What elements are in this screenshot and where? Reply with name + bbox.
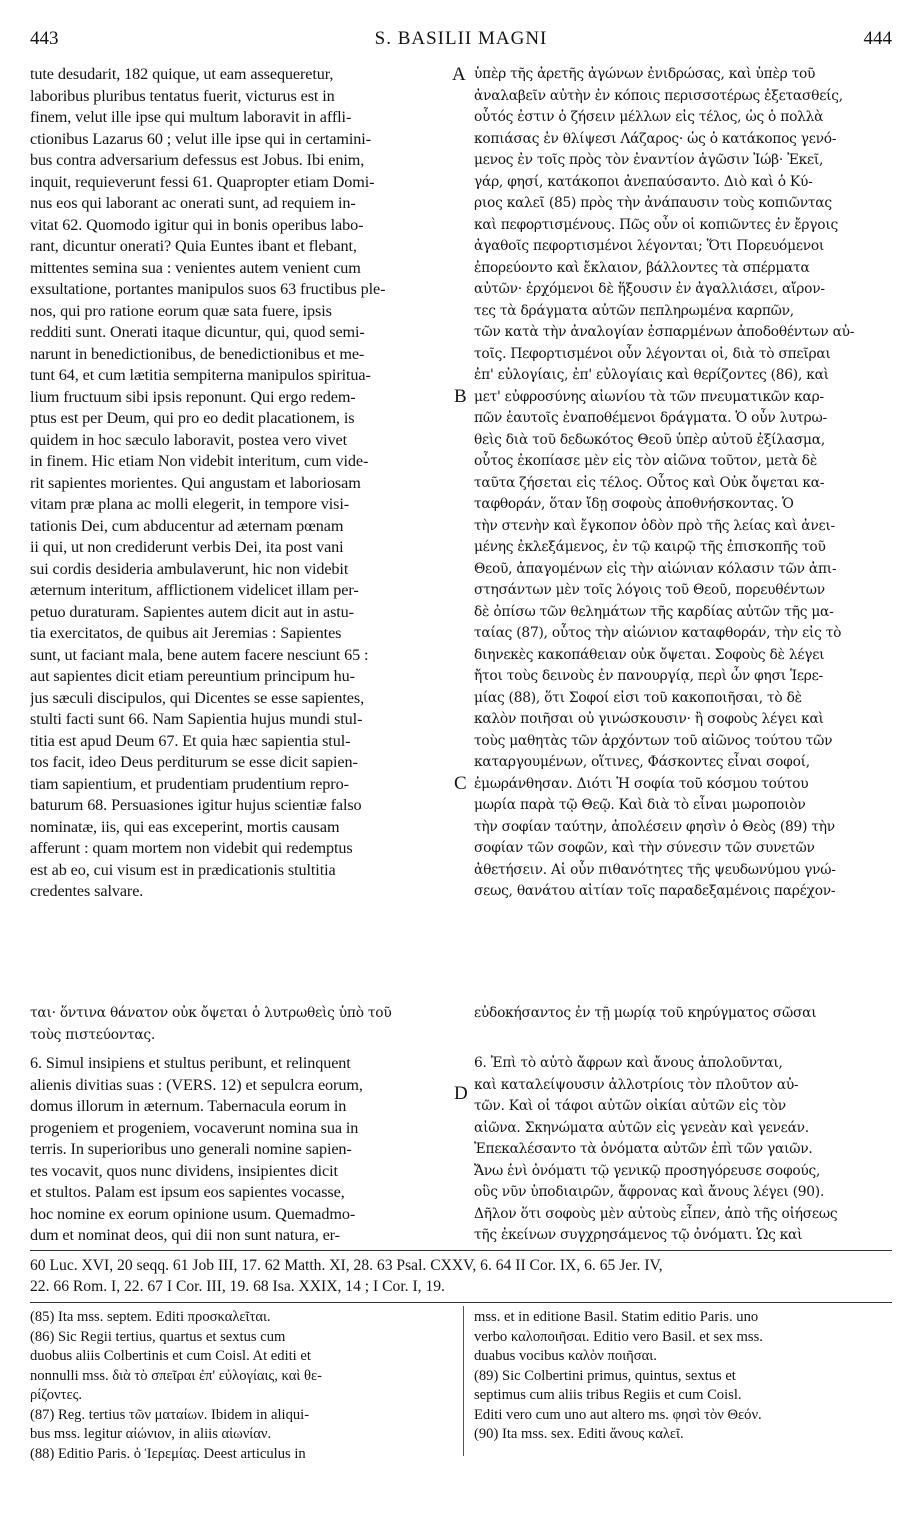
text-line: bus contra adversarium defessus est Jobus. Ibi enim, <box>30 151 365 169</box>
text-line: in finem. Hic etiam Non videbit interitum, cum vide- <box>30 452 369 470</box>
text-line: οὗτός ἐστιν ὁ ζήσειν μέλλων εἰς τέλος, ὡς ὁ πολλὰ <box>474 109 824 125</box>
text-line: ται· ὅντινα θάνατον οὐκ ὄψεται ὁ λυτρωθεὶς ὑπὸ τοῦ <box>30 1005 392 1021</box>
text-line: τὴν στενὴν καὶ ἔγκοπον ὁδὸν πρὸ τῆς λείας καὶ ἀνει- <box>474 517 835 534</box>
text-line: domus illorum in æternum. Tabernacula eorum in <box>30 1097 347 1115</box>
text-line: mittentes semina sua : venientes autem venient cum <box>30 258 361 277</box>
section-marker-c: C <box>454 773 467 794</box>
greek-span-left <box>30 1003 470 1046</box>
text-line: ταίας (87), οὗτος τὴν αἰώνιον καταφθοράν, τὴν εἰς τὸ <box>474 625 842 641</box>
text-line: αὐτῶν· ἐρχόμενοι δὲ ἥξουσιν ἐν ἀγαλλιάσει, αἴρον- <box>474 281 825 297</box>
text-line: ἀγαθοῖς πεφορτισμένοι λέγονται; Ὅτι Πορευόμενοι <box>474 238 825 254</box>
text-line: μίας (88), ὅτι Σοφοί εἰσι τοῦ κακοποιῆσαι, τὸ δὲ <box>474 689 802 706</box>
text-line: tia exercitatos, de quibus ait Jeremias : Sapientes <box>30 624 342 642</box>
text-line: δὲ ὀπίσω τῶν θελημάτων τῆς καρδίας αὐτῶν τῆς μα- <box>474 603 834 620</box>
text-line: (87) Reg. tertius τῶν ματαίων. Ibidem in aliqui- <box>30 1406 310 1423</box>
text-line: Ἐπεκαλέσαντο τὰ ὀνόματα αὐτῶν ἐπὶ τῶν γαιῶν. <box>474 1141 813 1157</box>
text-line: τῆς ἐκείνων συγχρησάμενος τῷ ὀνόματι. Ὡς καὶ <box>474 1227 803 1243</box>
text-line: σεως, θανάτου αἰτίαν τοῖς παραδεξαμένοις παρέχον- <box>474 883 836 899</box>
text-line: ptus est per Deum, qui pro eo dedit placationem, is <box>30 409 355 427</box>
text-line: (90) Ita mss. sex. Editi ἄνους καλεῖ. <box>474 1426 684 1442</box>
text-line: ἐμωράνθησαν. Διότι Ἡ σοφία τοῦ κόσμου τούτου <box>474 775 809 792</box>
text-line: duabus vocibus καλὸν ποιῆσαι. <box>474 1348 657 1364</box>
text-line: ριος καλεῖ (85) πρὸς τὴν ἀνάπαυσιν τοὺς κοπιῶντας <box>474 195 832 211</box>
text-line: τῶν. Καὶ οἱ τάφοι αὐτῶν οἰκίαι αὐτῶν εἰς τὸν <box>474 1098 786 1114</box>
text-line: θεὶς διὰ τοῦ δεδωκότος Θεοῦ ὑπὲρ αὐτοῦ ἐξίλασμα, <box>474 431 825 448</box>
text-line: nonnulli mss. διὰ τὸ σπεῖραι ἐπ' εὐλογίαις, καὶ θε- <box>30 1367 322 1384</box>
text-line: (85) Ita mss. septem. Editi προσκαλεῖται. <box>30 1309 271 1325</box>
text-line: μωρία παρὰ τῷ Θεῷ. Καὶ διὰ τὸ εἶναι μωροποιὸν <box>474 797 806 813</box>
section-marker-a: A <box>452 64 466 85</box>
text-line: tationis Dei, cum abducentur ad æternam pœnam <box>30 516 344 535</box>
section-marker-b: B <box>454 386 467 407</box>
text-line: Editi vero cum uno aut altero ms. φησὶ τὸν Θεόν. <box>474 1406 762 1423</box>
text-line: nus eos qui laborant ac onerati sunt, ad requiem in- <box>30 194 356 212</box>
text-line: καταργουμένων, οἵτινες, Φάσκοντες εἶναι σοφοί, <box>474 754 810 770</box>
text-line: ctionibus Lazarus 60 ; velut ille ipse qui in certamini- <box>30 129 371 148</box>
text-line: γάρ, φησί, κατάκοποι ἀνεπαύσαντο. Διὸ καὶ ὁ Κύ- <box>474 173 813 190</box>
text-line: καλὸν ποιῆσαι οὐ γινώσκουσιν· ἢ σοφοὺς λέγει καὶ <box>474 711 824 727</box>
text-line: vitat 62. Quomodo igitur qui in bonis operibus labo- <box>30 215 364 234</box>
text-line: (88) Editio Paris. ὁ Ἱερεμίας. Deest articulus in <box>30 1445 306 1462</box>
text-line: laboribus pluribus tentatus fuerit, victurus est in <box>30 86 335 105</box>
footnotes-left <box>30 1308 455 1464</box>
text-line: jus sæculi discipulos, qui Dicentes se esse sapientes, <box>30 688 365 707</box>
text-line: bus mss. legitur αἰώνιον, in aliis αἰωνίαν. <box>30 1426 272 1442</box>
text-line: lium fructuum sibi ipsis reponunt. Qui ergo redem- <box>30 387 356 406</box>
text-line: 6. Simul insipiens et stultus peribunt, et relinquent <box>30 1054 351 1072</box>
text-line: afferunt : quam mortem non videbit qui redemptus <box>30 839 353 857</box>
text-line: narunt in benedictionibus, de benedictionibus et me- <box>30 344 365 363</box>
text-line: διηνεκὲς κακοπάθειαν οὐκ ὄψεται. Σοφοὺς δὲ λέγει <box>474 646 825 663</box>
text-line: vitam præ plana ac molli elegerit, in tempore visi- <box>30 495 350 513</box>
running-title: S. BASILII MAGNI <box>374 28 548 49</box>
text-line: Δῆλον ὅτι σοφοὺς μὲν αὐτοὺς εἶπεν, ἀπὸ τῆς οἰήσεως <box>474 1205 838 1222</box>
text-line: quidem in hoc sæculo laboravit, postea vero vivet <box>30 430 347 449</box>
text-line: et stultos. Palam est ipsum eos sapientes vocasse, <box>30 1183 345 1201</box>
text-line: τες τὰ δράγματα αὐτῶν πεπληρωμένα καρπῶν, <box>474 302 794 319</box>
footnotes-rule <box>30 1302 892 1303</box>
text-line: μενος ἐν τοῖς πρὸς τὸν ἐναντίον ἀγῶσιν Ἰώβ· Ἐκεῖ, <box>474 152 824 168</box>
text-line: πῶν ἑαυτοῖς ἐναποθέμενοι δράγματα. Ὁ οὖν λυτρω- <box>474 410 827 426</box>
text-line: ταφθοράν, ὅταν ἴδῃ σοφοὺς ἀποθνήσκοντας. Ὁ <box>474 496 794 512</box>
footnotes-divider <box>463 1306 464 1456</box>
text-line: οὓς νῦν ὑποδιαιρῶν, ἄφρονας καὶ ἄνους λέγει (90). <box>474 1184 825 1200</box>
text-line: verbo καλοποιῆσαι. Editio vero Basil. et sex mss. <box>474 1328 763 1345</box>
text-line: Θεοῦ, ἀπαγομένων εἰς τὴν αἰώνιαν κόλασιν τῶν ἀπι- <box>474 560 837 577</box>
text-line: ρίζοντες. <box>30 1387 83 1403</box>
text-line: nos, qui pro ratione eorum quæ sata fuere, ipsis <box>30 301 332 320</box>
text-line: εὐδοκήσαντος ἐν τῇ μωρίᾳ τοῦ κηρύγματος σῶσαι <box>474 1005 817 1021</box>
section-marker-d: D <box>454 1083 468 1104</box>
running-header <box>30 28 892 54</box>
text-line: rant, dicuntur onerati? Quia Euntes ibant et flebant, <box>30 237 357 255</box>
text-line: μένης ἐκλεξάμενος, ἐν τῷ καιρῷ τῆς ἐπισκοπῆς τοῦ <box>474 539 826 555</box>
text-line: ἐπορεύοντο καὶ ἔκλαιον, βάλλοντες τὰ σπέρματα <box>474 259 810 276</box>
latin-section-6 <box>30 1053 458 1247</box>
text-line: ἀθετήσειν. Αἱ οὖν πιθανότητες τῆς ψευδωνύμου γνώ- <box>474 861 836 878</box>
text-line: petuo duraturam. Sapientes autem dicit aut in astu- <box>30 602 354 621</box>
text-line: est ab eo, cui visum est in prædicationis stultitia <box>30 860 336 879</box>
greek-column-main <box>474 64 892 903</box>
text-line: stulti facti sunt 66. Nam Sapientia hujus mundi stul- <box>30 710 363 728</box>
text-line: rit sapientes morientes. Qui angustam et laboriosam <box>30 473 361 492</box>
text-line: aut sapientes dicit etiam pereuntium principum hu- <box>30 667 355 685</box>
text-line: τὴν σοφίαν ταύτην, ἀπολέσειν φησὶν ὁ Θεὸς (89) τὴν <box>474 818 835 835</box>
text-line: ἐπ' εὐλογίαις, ἐπ' εὐλογίαις καὶ θερίζοντες (86), καὶ <box>474 367 829 383</box>
text-line: τοὺς μαθητὰς τῶν ἀρχόντων τοῦ αἰῶνος τούτου τῶν <box>474 732 833 749</box>
text-line: τῶν κατὰ τὴν ἀναλογίαν ἐσπαρμένων ἀποδοθέντων αὐ- <box>474 324 855 340</box>
text-line: redditi sunt. Onerati itaque dicuntur, qui, quod semi- <box>30 323 365 341</box>
text-line: baturum 68. Persuasiones igitur hujus scientiæ falso <box>30 796 362 814</box>
text-line: ἀναλαβεῖν αὐτὴν ἐν κόποις περισσοτέρως ἐξετασθείς, <box>474 87 843 104</box>
footnotes-right <box>474 1308 892 1445</box>
text-line: æternum interitum, afflictionem videlicet illam per- <box>30 581 359 599</box>
latin-column-main <box>30 64 458 903</box>
text-line: sui cordis desideria ambulaverunt, hic non videbit <box>30 559 349 578</box>
text-line: alienis divitias suas : (VERS. 12) et sepulcra eorum, <box>30 1075 363 1094</box>
right-page-number: 444 <box>863 28 892 49</box>
text-line: tunt 64, et cum lætitia sempiterna manipulos spiritua- <box>30 366 371 384</box>
text-line: tos facit, ideo Deus perditurum se esse dicit sapien- <box>30 753 358 771</box>
text-line: κοπιάσας ἐν θλίψεσι Λάζαρος· ὡς ὁ κατάκοπος γενό- <box>474 130 837 147</box>
text-line: nominatæ, iis, qui eas exceperint, mortis causam <box>30 817 340 836</box>
references-rule <box>30 1250 892 1251</box>
text-line: 22. 66 Rom. I, 22. 67 I Cor. III, 19. 68 Isa. XXIX, 14 ; I Cor. I, 19. <box>30 1278 445 1295</box>
text-line: tiam sapientium, et prudentiam prudentium repro- <box>30 774 349 793</box>
text-line: ii qui, ut non crediderunt verbis Dei, ita post vani <box>30 538 344 556</box>
text-line: septimus cum aliis tribus Regiis et cum Coisl. <box>474 1387 742 1403</box>
text-line: inquit, requieverunt fessi 61. Quapropter etiam Domi- <box>30 172 375 191</box>
text-line: (89) Sic Colbertini primus, quintus, sextus et <box>474 1367 736 1384</box>
text-line: 6. Ἐπὶ τὸ αὐτὸ ἄφρων καὶ ἄνους ἀπολοῦνται, <box>474 1055 783 1071</box>
text-line: mss. et in editione Basil. Statim editio Paris. uno <box>474 1309 759 1325</box>
text-line: στησάντων μὲν τοῖς λόγοις τοῦ Θεοῦ, πορευθέντων <box>474 582 825 598</box>
text-line: terris. In superioribus uno generali nomine sapien- <box>30 1140 352 1158</box>
text-line: tes vocavit, quos nunc dividens, insipientes dicit <box>30 1161 338 1180</box>
text-line: tute desudarit, 182 quique, ut eam assequeretur, <box>30 65 334 83</box>
text-line: τοὺς πιστεύοντας. <box>30 1026 156 1043</box>
left-page-number: 443 <box>30 28 59 49</box>
text-line: credentes salvare. <box>30 882 144 900</box>
text-line: exsultatione, portantes manipulos suos 63 fructibus ple- <box>30 280 386 298</box>
text-line: καὶ πεφορτισμένους. Πῶς οὖν οἱ κοπιῶντες ἐν ἔργοις <box>474 216 838 233</box>
text-line: titia est apud Deum 67. Et quia hæc sapientia stul- <box>30 731 351 750</box>
text-line: τοῖς. Πεφορτισμένοι οὖν λέγονται οἱ, διὰ τὸ σπεῖραι <box>474 345 831 362</box>
text-line: finem, velut ille ipse qui multum laboravit in affli- <box>30 108 352 126</box>
text-line: οὗτος ἐκοπίασε μὲν εἰς τὸν αἰῶνα τοῦτον, μετὰ δὲ <box>474 453 818 469</box>
text-line: Ἄνω ἑνὶ ὀνόματι τῷ γενικῷ προσηγόρευσε σοφούς, <box>474 1162 821 1179</box>
greek-span-right <box>474 1003 892 1025</box>
text-line: ἤτοι τοὺς δεινοὺς ἐν πανουργίᾳ, περὶ ὧν φησι Ἱερε- <box>474 668 823 684</box>
text-line: ταῦτα ζήσεται εἰς τέλος. Οὗτος καὶ Οὐκ ὄψεται κα- <box>474 474 825 491</box>
scripture-references <box>30 1255 892 1297</box>
text-line: αἰῶνα. Σκηνώματα αὐτῶν εἰς γενεὰν καὶ γενεάν. <box>474 1119 809 1136</box>
text-line: (86) Sic Regii tertius, quartus et sextus cum <box>30 1328 286 1345</box>
text-line: μετ' εὐφροσύνης αἰωνίου τὰ τῶν πνευματικῶν καρ- <box>474 388 824 405</box>
text-line: σοφίαν τῶν σοφῶν, καὶ τὴν σύνεσιν τῶν συνετῶν <box>474 840 815 856</box>
text-line: progeniem et progeniem, vocaverunt nomina sua in <box>30 1118 359 1137</box>
text-line: duobus aliis Colbertinis et cum Coisl. At editi et <box>30 1348 311 1364</box>
text-line: ὑπὲρ τῆς ἀρετῆς ἀγώνων ἐνιδρώσας, καὶ ὑπὲρ τοῦ <box>474 66 816 82</box>
text-line: καὶ καταλείψουσιν ἀλλοτρίοις τὸν πλοῦτον αὐ- <box>474 1076 799 1093</box>
text-line: dum et nominat deos, qui dii non sunt natura, er- <box>30 1226 340 1244</box>
text-line: 60 Luc. XVI, 20 seqq. 61 Job III, 17. 62 Matth. XI, 28. 63 Psal. CXXV, 6. 64 II Cor. IX, 6. 65 Jer. IV, <box>30 1257 663 1274</box>
text-line: sunt, ut faciant mala, bene autem facere nesciunt 65 : <box>30 645 369 664</box>
greek-section-6 <box>474 1053 892 1247</box>
text-line: hoc nomine ex eorum opinione usum. Quemadmo- <box>30 1204 356 1223</box>
